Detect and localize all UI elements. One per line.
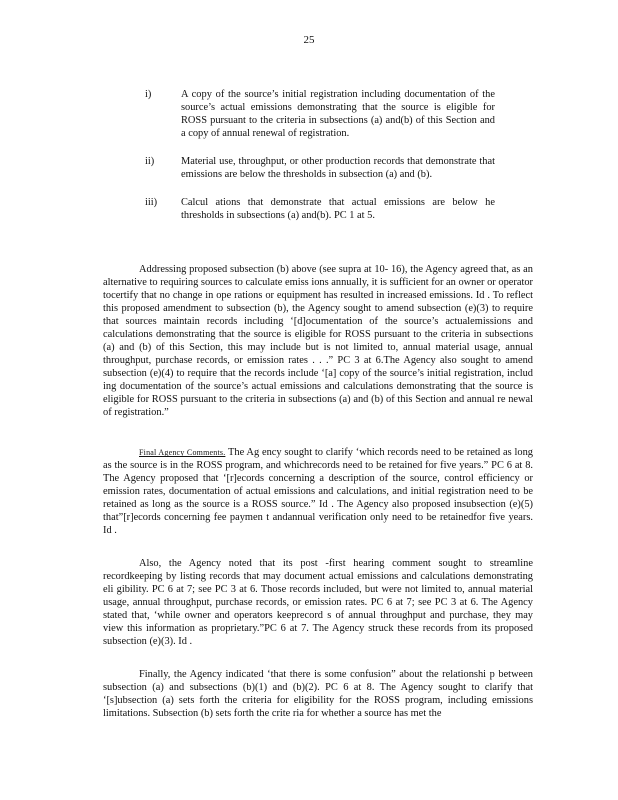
body-paragraph: Also, the Agency noted that its post -first hearing comment sought to streamline recordkeeping by listing records that may document actual emissions and calculations demonstrating eli gibility. PC 6 at 7; see PC 3 at 6. Those records included, but were not limited to, annual material usage, annual throughput, purchase records, or emission rates. PC 6 at 7; see PC 3 at 6. The Agency stated that, ‘while owner and operators keeprecord s of annual throughput and purchase, they may view this information as proprietary.”PC 6 at 7. The Agency struck these records from its proposed subsection (e)(3). Id . (103, 558, 533, 648)
records-list (145, 88, 495, 237)
list-item-text: Calcul ations that demonstrate that actual emissions are below he thresholds in subsections (a) and(b). PC 1 at 5. (181, 197, 495, 221)
page-number: 25 (303, 34, 315, 46)
list-item-label: iii) (145, 197, 158, 208)
section-heading: Final Agency Comments. (139, 448, 226, 458)
list-item (145, 196, 495, 222)
body-paragraph: Addressing proposed subsection (b) above (see supra at 10- 16), the Agency agreed that, as an alternative to requiring sources to calculate emiss ions annually, it is sufficient for an owner or operator tocertify that no change in ope rations or equipment has resulted in increased emissions. Id . To reflect this proposed amendment to subsection (b), the Agency sought to amend subsection (e)(3) to require that sources maintain records including ‘[d]ocumentation of the source’s actualemissions and calculations demonstrating that the source is eligible for ROSS pursuant to the criteria in subsections (a) and (b) of this Section, this may include but is not limited to, annual material usage, annual throughput, purchase records, or emission rates . . .” PC 3 at 6.The Agency also sought to amend subsection (e)(4) to require that the records include ‘[a] copy of the source’s initial registration, includ ing documentation of the source’s actual emissions and calculations demonstrating that the source is eligible for ROSS pursuant to the criteria in subsections (a) and (b) of this Section and annual re newal of registration.” (103, 264, 533, 419)
list-item-text: Material use, throughput, or other production records that demonstrate that emissions are below the thresholds in subsection (a) and (b). (181, 156, 495, 180)
list-item-label: i) (145, 89, 152, 100)
body-paragraph (103, 446, 533, 537)
list-item (145, 88, 495, 140)
body-paragraph: Finally, the Agency indicated ‘that there is some confusion” about the relationshi p between subsection (a) and subsections (b)(1) and (b)(2). PC 6 at 8. The Agency sought to clarify that ‘[s]ubsection (a) sets forth the criteria for eligibility for the ROSS program, including emissions limitations. Subsection (b) sets forth the crite ria for whether a source has met the (103, 669, 533, 720)
list-item-label: ii) (145, 156, 155, 167)
list-item (145, 155, 495, 181)
paragraph-text: The Ag ency sought to clarify ‘which records need to be retained as long as the source is in the ROSS program, and whichrecords need to be retained for five years.” PC 6 at 8. The Agency proposed that ‘[r]ecords concerning a description of the source, control efficiency or emission rates, documentation of actual emissions and calculations, and initial registration need to be retained as long as the source is a ROSS source.” Id . The Agency also proposed insubsection (e)(5) that”[r]ecords concerning fee paymen t andannual verification only need to be retainedfor five years. Id . (103, 447, 533, 537)
list-item-text: A copy of the source’s initial registration including documentation of the source’s actual emissions demonstrating that the source is eligible for ROSS pursuant to the criteria in subsections (a) and(b) of this Section and a copy of annual renewal of registration. (181, 89, 495, 139)
